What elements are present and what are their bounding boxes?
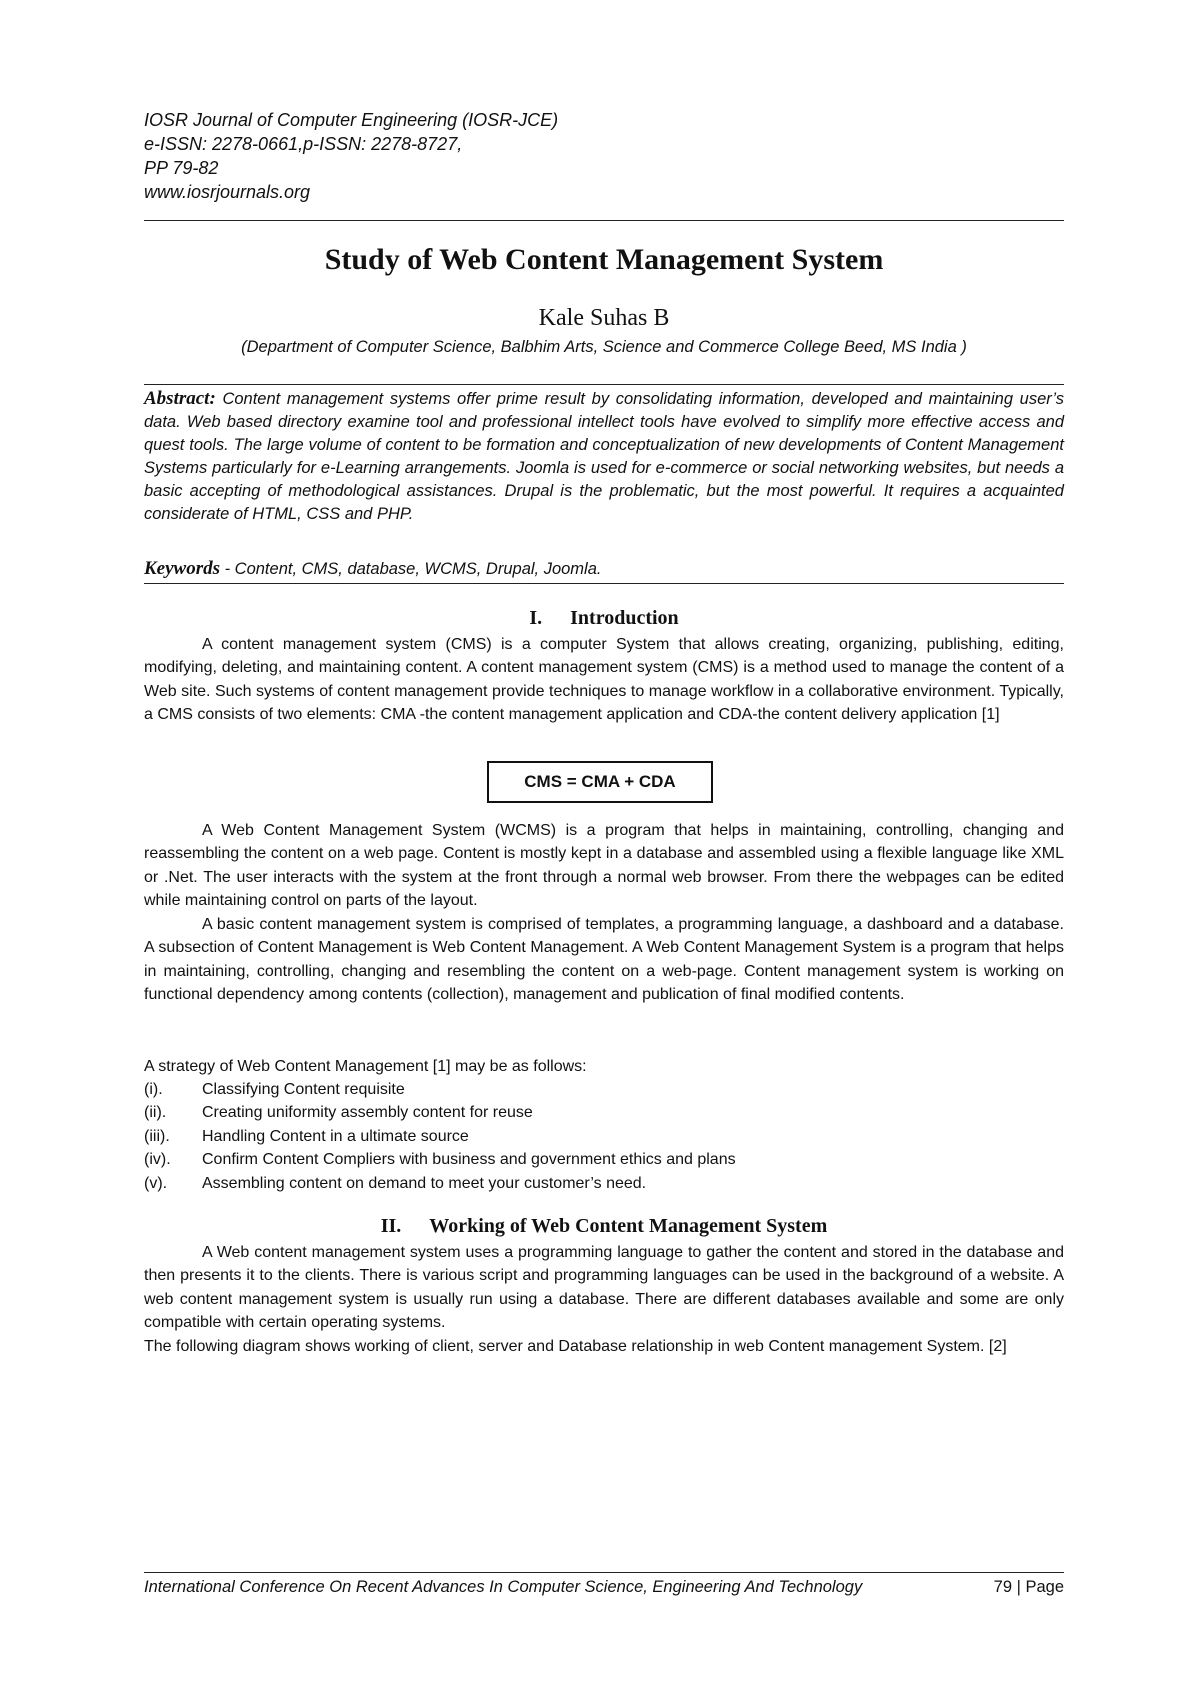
journal-website: www.iosrjournals.org [144, 182, 311, 202]
keywords-text: - Content, CMS, database, WCMS, Drupal, Joomla. [220, 560, 602, 578]
paper-title: Study of Web Content Management System [324, 243, 884, 276]
section-number: I. [529, 607, 543, 629]
intro-paragraph-2: A Web Content Management System (WCMS) is a program that helps in maintaining, controlling, changing and reassembling the content on a web page. Content is mostly kept in a database and assembled using a flexible language like XML or .Net. The user interacts with the system at the front through a normal web browser. From there the webpages can be edited while maintaining control on parts of the layout. [144, 822, 1064, 910]
strategy-intro: A strategy of Web Content Management [1] may be as follows: [144, 1058, 587, 1075]
section-heading-working [144, 1215, 1064, 1238]
journal-header [144, 108, 1064, 204]
cms-formula-box: CMS = CMA + CDA [487, 761, 713, 803]
list-marker: (v). [144, 1174, 168, 1192]
section-title: Working of Web Content Management System [429, 1215, 828, 1237]
list-text: Creating uniformity assembly content for reuse [202, 1104, 533, 1122]
footer-divider [144, 1572, 1064, 1573]
journal-name: IOSR Journal of Computer Engineering (IOSR-JCE) [144, 110, 559, 130]
list-marker: (i). [144, 1081, 163, 1098]
working-paragraph-1: A Web content management system uses a programming language to gather the content and stored in the database and then presents it to the clients. There is various script and programming languages can be used in the background of a website. A web content management system is usually run using a database. There are different databases available and some are only compatible with certain operating systems. [144, 1244, 1064, 1332]
journal-issn: e-ISSN: 2278-0661,p-ISSN: 2278-8727, [144, 134, 463, 154]
list-item [144, 1078, 1064, 1101]
paper-author: Kale Suhas B [538, 305, 670, 331]
intro-paragraph-3: A basic content management system is comprised of templates, a programming language, a dashboard and a database. A subsection of Content Management is Web Content Management. A Web Content Management System is a program that helps in maintaining, controlling, changing and resembling the content on a web-page. Content management system is working on functional dependency among contents (collection), management and publication of final modified contents. [144, 916, 1064, 1004]
list-marker: (ii). [144, 1104, 167, 1122]
conference-name: International Conference On Recent Advances In Computer Science, Engineering And Technology [144, 1578, 863, 1596]
list-item [144, 1101, 1064, 1124]
intro-paragraph-1: A content management system (CMS) is a computer System that allows creating, organizing, publishing, editing, modifying, deleting, and maintaining content. A content management system (CMS) is a method used to manage the content of a Web site. Such systems of content management provide techniques to manage workflow in a collaborative environment. Typically, a CMS consists of two elements: CMA -the content management application and CDA-the content delivery application [1] [144, 636, 1064, 724]
list-item [144, 1148, 1064, 1171]
section-title: Introduction [570, 607, 679, 629]
keywords-label: Keywords [144, 558, 220, 579]
list-text: Assembling content on demand to meet your customer’s need. [202, 1174, 647, 1192]
journal-pages: PP 79-82 [144, 158, 219, 178]
section-heading-introduction [144, 607, 1064, 630]
list-text: Confirm Content Compliers with business and government ethics and plans [202, 1151, 736, 1169]
abstract-text: Content management systems offer prime result by consolidating information, developed and maintaining user’s data. Web based directory examine tool and professional intellect tools have evolved to simplify more effective access and quest tools. The large volume of content to be formation and conceptualization of new developments of Content Management Systems particularly for e-Learning arrangements. Joomla is used for e-commerce or social networking websites, but needs a basic accepting of methodological assistances. Drupal is the problematic, but the most powerful. It requires a acquainted considerate of HTML, CSS and PHP. [144, 390, 1064, 523]
list-marker: (iv). [144, 1151, 171, 1169]
header-divider [144, 220, 1064, 221]
list-text: Classifying Content requisite [202, 1081, 405, 1098]
working-paragraph-2: The following diagram shows working of client, server and Database relationship in web Content management System. [2] [144, 1338, 1007, 1355]
list-item [144, 1125, 1064, 1148]
list-marker: (iii). [144, 1127, 170, 1145]
list-item [144, 1172, 1064, 1195]
strategy-list [144, 1078, 1064, 1195]
section-number: II. [380, 1215, 402, 1237]
author-affiliation: (Department of Computer Science, Balbhim Arts, Science and Commerce College Beed, MS India ) [241, 338, 967, 356]
page-number: 79 | Page [993, 1578, 1064, 1596]
abstract-top-rule [144, 384, 1064, 385]
abstract-bottom-rule [144, 583, 1064, 584]
abstract-label: Abstract: [144, 388, 216, 409]
abstract [144, 387, 1064, 526]
keywords [144, 557, 1064, 581]
page-footer [144, 1578, 1064, 1597]
list-text: Handling Content in a ultimate source [202, 1127, 469, 1145]
